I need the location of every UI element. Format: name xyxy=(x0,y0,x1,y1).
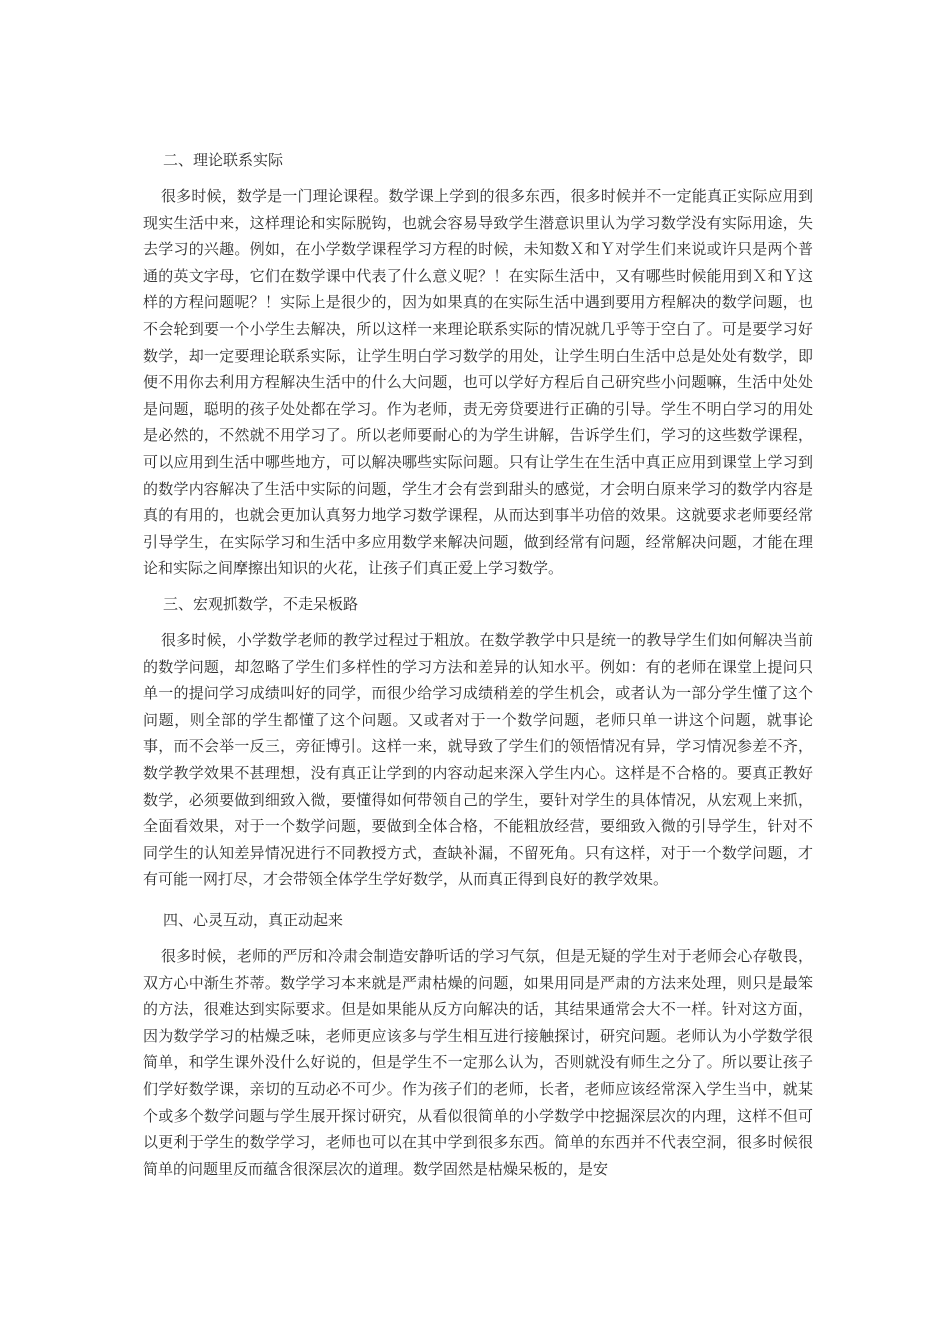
section-heading-4: 四、心灵互动，真正动起来 xyxy=(163,911,344,929)
section-heading-3: 三、宏观抓数学，不走呆板路 xyxy=(163,595,359,613)
section-paragraph-4: 很多时候，老师的严厉和冷肃会制造安静听话的学习气氛，但是无疑的学生对于老师会心存敬畏，双方心中渐生芥蒂。数学学习本来就是严肃枯燥的问题，如果用同是严肃的方法来处理，则只是最笨的方法，很难达到实际要求。但是如果能从反方向解决的话，其结果通常会大不一样。针对这方面，因为数学学习的枯燥乏味，老师更应该多与学生相互进行接触探讨，研究问题。老师认为小学数学很简单，和学生课外没什么好说的，但是学生不一定那么认为，否则就没有师生之分了。所以要让孩子们学好数学课，亲切的互动必不可少。作为孩子们的老师，长者，老师应该经常深入学生当中，就某个或多个数学问题与学生展开探讨研究，从看似很简单的小学数学中挖掘深层次的内理，这样不但可以更利于学生的数学学习，老师也可以在其中学到很多东西。简单的东西并不代表空洞，很多时候很简单的问题里反而蕴含很深层次的道理。数学固然是枯燥呆板的，是安 xyxy=(143,947,813,1178)
section-paragraph-2: 很多时候，数学是一门理论课程。数学课上学到的很多东西，很多时候并不一定能真正实际应用到现实生活中来，这样理论和实际脱钩，也就会容易导致学生潜意识里认为学习数学没有实际用途，失去学习的兴趣。例如，在小学数学课程学习方程的时候，未知数Ｘ和Ｙ对学生们来说或许只是两个普通的英文字母，它们在数学课中代表了什么意义呢？！在实际生活中，又有哪些时候能用到Ｘ和Ｙ这样的方程问题呢？！实际上是很少的，因为如果真的在实际生活中遇到要用方程解决的数学问题，也不会轮到要一个小学生去解决，所以这样一来理论联系实际的情况就几乎等于空白了。可是要学习好数学，却一定要理论联系实际，让学生明白学习数学的用处，让学生明白生活中总是处处有数学，即便不用你去利用方程解决生活中的什么大问题，也可以学好方程后自己研究些小问题嘛，生活中处处是问题，聪明的孩子处处都在学习。作为老师，责无旁贷要进行正确的引导。学生不明白学习的用处是必然的，不然就不用学习了。所以老师要耐心的为学生讲解，告诉学生们，学习的这些数学课程，可以应用到生活中哪些地方，可以解决哪些实际问题。只有让学生在生活中真正应用到课堂上学习到的数学内容解决了生活中实际的问题，学生才会有尝到甜头的感觉，才会明白原来学习的数学内容是真的有用的，也就会更加认真努力地学习数学课程，从而达到事半功倍的效果。这就要求老师要经常引导学生，在实际学习和生活中多应用数学来解决问题，做到经常有问题，经常解决问题，才能在理论和实际之间摩擦出知识的火花，让孩子们真正爱上学习数学。 xyxy=(143,187,813,578)
section-heading-2: 二、理论联系实际 xyxy=(163,151,284,169)
section-paragraph-3: 很多时候，小学数学老师的教学过程过于粗放。在数学教学中只是统一的教导学生们如何解决当前的数学问题，却忽略了学生们多样性的学习方法和差异的认知水平。例如：有的老师在课堂上提问只单一的提问学习成绩叫好的同学，而很少给学习成绩稍差的学生机会，或者认为一部分学生懂了这个问题，则全部的学生都懂了这个问题。又或者对于一个数学问题，老师只单一讲这个问题，就事论事，而不会举一反三，旁征博引。这样一来，就导致了学生们的领悟情况有异，学习情况参差不齐，数学教学效果不甚理想，没有真正让学到的内容动起来深入学生内心。这样是不合格的。要真正教好数学，必须要做到细致入微，要懂得如何带领自己的学生，要针对学生的具体情况，从宏观上来抓，全面看效果，对于一个数学问题，要做到全体合格，不能粗放经营，要细致入微的引导学生，针对不同学生的认知差异情况进行不同教授方式，查缺补漏，不留死角。只有这样，对于一个数学问题，才有可能一网打尽，才会带领全体学生学好数学，从而真正得到良好的教学效果。 xyxy=(143,631,813,889)
